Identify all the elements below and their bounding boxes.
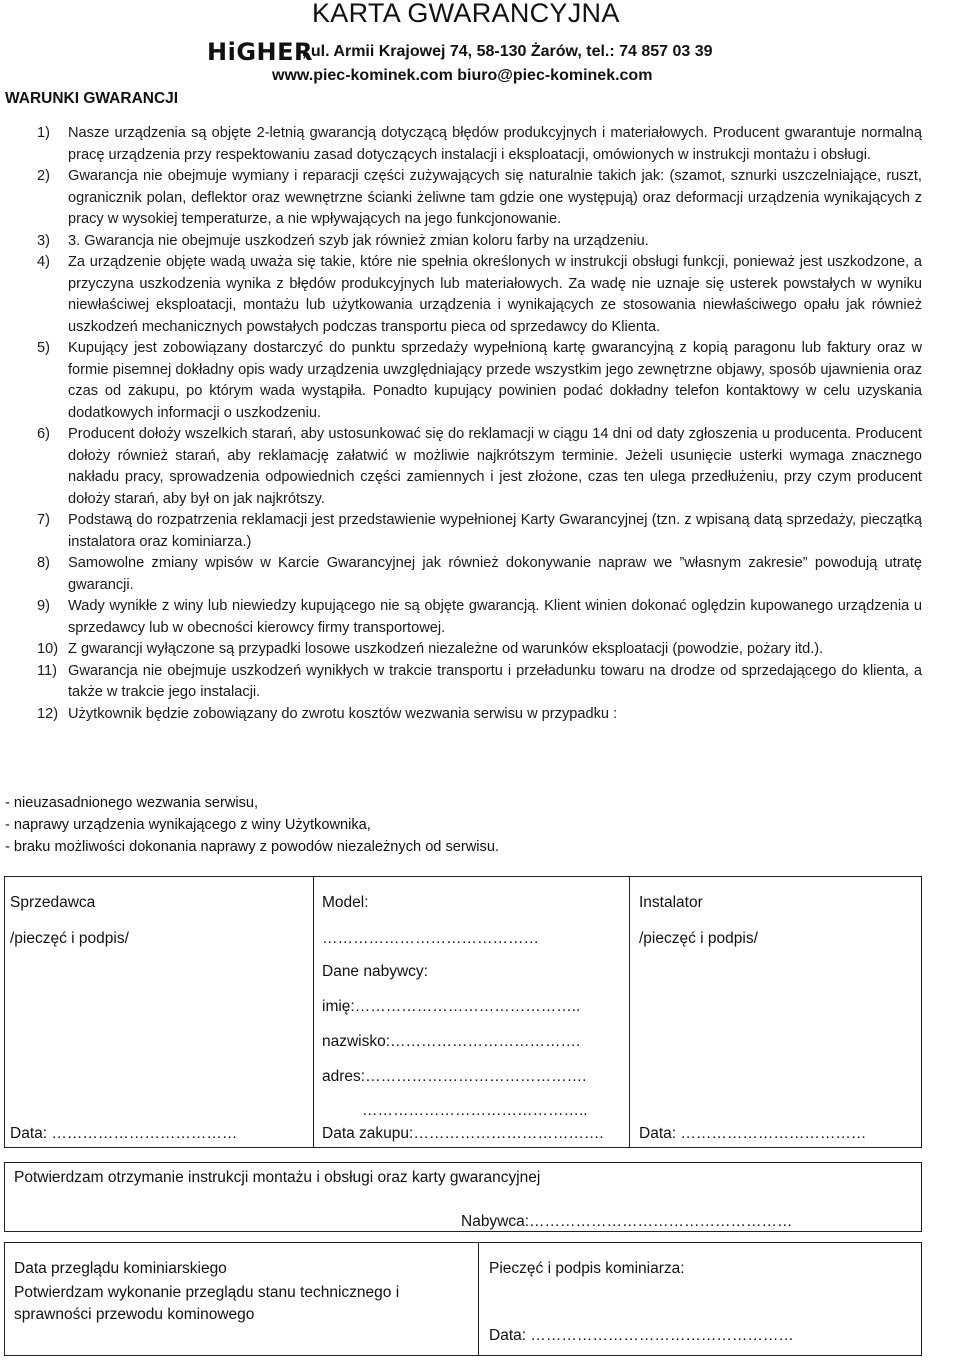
chimney-date-field[interactable]: Data: ……………………………………………	[489, 1327, 794, 1344]
divider	[478, 1242, 479, 1356]
seller-stamp-label: /pieczęć i podpis/	[10, 930, 129, 947]
term-number: 1)	[37, 125, 50, 141]
service-fee-condition: - nieuzasadnionego wezwania serwisu,	[5, 795, 259, 811]
term-number: 7)	[37, 512, 50, 528]
address-field[interactable]: adres:…………………………………….	[322, 1068, 587, 1085]
term-number: 2)	[37, 168, 50, 184]
last-name-field[interactable]: nazwisko:……………………………….	[322, 1033, 581, 1050]
company-address: , ul. Armii Krajowej 74, 58-130 Żarów, tel.: 74 857 03 39	[302, 43, 713, 60]
first-name-field[interactable]: imię:……………………………………..	[322, 998, 581, 1015]
warranty-term	[0, 424, 922, 510]
warranty-term	[0, 510, 922, 553]
warranty-term	[0, 704, 922, 726]
term-text: Nasze urządzenia są objęte 2-letnią gwarancją dotyczącą błędów produkcyjnych i materiałowych. Producent gwarantuje normalną pracę urządzenia przy respektowaniu zasad dotyczących instalacji i eksploatacji, omówionych w instrukcji montażu i obsługi.	[68, 125, 922, 163]
warranty-terms-list	[0, 123, 922, 725]
term-text: Użytkownik będzie zobowiązany do zwrotu kosztów wezwania serwisu w przypadku :	[68, 705, 618, 722]
term-text: Wady wynikłe z winy lub niewiedzy kupującego nie są objęte gwarancją. Klient winien dokonać oględzin kupowanego urządzenia u sprzedawcy lub w obecności kierowcy firmy transportowej.	[68, 598, 922, 636]
buyer-signature-field[interactable]: Nabywca:……………………………………………	[461, 1213, 793, 1230]
warranty-term	[0, 123, 922, 166]
term-number: 6)	[37, 426, 50, 442]
warranty-term	[0, 231, 922, 253]
chimney-inspection-title: Data przeglądu kominiarskiego	[14, 1260, 227, 1277]
term-number: 10)	[37, 641, 59, 657]
term-text: 3. Gwarancja nie obejmuje uszkodzeń szyb jak również zmian koloru farby na urządzeniu.	[68, 232, 649, 249]
term-text: Gwarancja nie obejmuje wymiany i reparacji części zużywających się naturalnie takich jak: (szamot, sznurki uszczelniające, ruszt, ogranicznik polan, deflektor oraz wewnętrzne ścianki żeliwne tam gdzie one występują) oraz deformacji urządzenia wynikających z pracy w wysokiej temperaturze, a nie wpływających na jego funkcjonowanie.	[68, 168, 922, 227]
warranty-term	[0, 639, 922, 661]
term-text: Z gwarancji wyłączone są przypadki losowe uszkodzeń niezależne od warunków eksploatacji (powodzie, pożary itd.).	[68, 641, 824, 657]
model-field[interactable]: ……………………………………	[322, 930, 539, 947]
warranty-term	[0, 166, 922, 231]
confirmation-text: Potwierdzam otrzymanie instrukcji montażu i obsługi oraz karty gwarancyjnej	[14, 1169, 541, 1186]
term-text: Samowolne zmiany wpisów w Karcie Gwarancyjnej jak również dokonywanie napraw we ”własnym zakresie” powodują utratę gwarancji.	[68, 555, 922, 593]
service-fee-condition: - naprawy urządzenia wynikającego z winy Użytkownika,	[5, 817, 371, 833]
service-fee-condition: - braku możliwości dokonania naprawy z powodów niezależnych od serwisu.	[5, 839, 499, 855]
warranty-term	[0, 553, 922, 596]
warranty-term	[0, 338, 922, 424]
seller-label: Sprzedawca	[10, 894, 96, 911]
term-number: 3)	[37, 232, 50, 249]
term-number: 12)	[37, 705, 59, 722]
company-logo: HiGHER	[207, 38, 313, 66]
model-label: Model:	[322, 894, 369, 911]
warranty-term	[0, 661, 922, 704]
term-text: Podstawą do rozpatrzenia reklamacji jest przedstawienie wypełnionej Karty Gwarancyjnej (tzn. z wpisaną datą sprzedaży, pieczątką instalatora oraz kominiarza.)	[68, 512, 922, 550]
chimney-sweep-stamp-label: Pieczęć i podpis kominiarza:	[489, 1260, 685, 1277]
term-number: 11)	[37, 662, 58, 679]
warranty-term	[0, 596, 922, 639]
chimney-inspection-text: Potwierdzam wykonanie przeglądu stanu technicznego i sprawności przewodu kominowego	[14, 1284, 400, 1323]
warranty-term	[0, 252, 922, 338]
purchase-date-field[interactable]: Data zakupu:……………………………….	[322, 1125, 604, 1142]
term-number: 8)	[37, 555, 50, 571]
divider	[313, 876, 314, 1148]
buyer-data-label: Dane nabywcy:	[322, 963, 428, 980]
installer-stamp-label: /pieczęć i podpis/	[639, 930, 758, 947]
term-number: 5)	[37, 340, 50, 356]
company-contact: www.piec-kominek.com biuro@piec-kominek.com	[272, 67, 653, 84]
address-field-line2[interactable]: ……………………………………..	[362, 1102, 588, 1119]
term-text: Za urządzenie objęte wadą uważa się takie, które nie spełnia określonych w instrukcji obsługi funkcji, ponieważ jest uszkodzone, a przyczyna uszkodzenia wynika z błędów produkcyjnych lub materiałowych. Za wadę nie uznaje się usterek powstałych w wyniku niewłaściwej eksploatacji, montażu lub użytkowania urządzenia i wynikających ze stosowania niewłaściwego opału jak również uszkodzeń mechanicznych powstałych podczas transportu pieca od sprzedawcy do Klienta.	[68, 254, 922, 335]
term-number: 4)	[37, 254, 50, 270]
term-text: Gwarancja nie obejmuje uszkodzeń wynikłych w trakcie transportu i przeładunku towaru na drodze od sprzedającego do klienta, a także w trakcie jego instalacji.	[68, 662, 922, 700]
page-title: KARTA GWARANCYJNA	[312, 0, 620, 28]
seller-date-field[interactable]: Data: ………………………………	[10, 1125, 238, 1142]
divider	[629, 876, 630, 1148]
section-title: WARUNKI GWARANCJI	[5, 90, 179, 107]
term-text: Producent dołoży wszelkich starań, aby ustosunkować się do reklamacji w ciągu 14 dni od daty zgłoszenia u producenta. Producent dołoży również starań, aby reklamację załatwić w możliwie najkrótszym terminie. Jeżeli usunięcie usterki wymaga znacznego nakładu pracy, sprowadzenia odpowiednich części zamiennych i jest złożone, czas ten ulega przedłużeniu, przy czym producent dołoży starań, aby był on jak najkrótszy.	[68, 426, 922, 507]
service-fee-conditions	[5, 792, 499, 858]
term-number: 9)	[37, 598, 50, 614]
installer-date-field[interactable]: Data: ………………………………	[639, 1125, 867, 1142]
installer-label: Instalator	[639, 894, 703, 911]
term-text: Kupujący jest zobowiązany dostarczyć do punktu sprzedaży wypełnioną kartę gwarancyjną z kopią paragonu lub faktury oraz w formie pisemnej dokładny opis wady urządzenia uwzględniający przede wszystkim jego zewnętrzne objawy, sposób ujawnienia oraz czas od zakupu, po którym wada wystąpiła. Ponadto kupujący powinien podać dokładny telefon kontaktowy w celu uzyskania dodatkowych informacji o uszkodzeniu.	[68, 340, 922, 421]
